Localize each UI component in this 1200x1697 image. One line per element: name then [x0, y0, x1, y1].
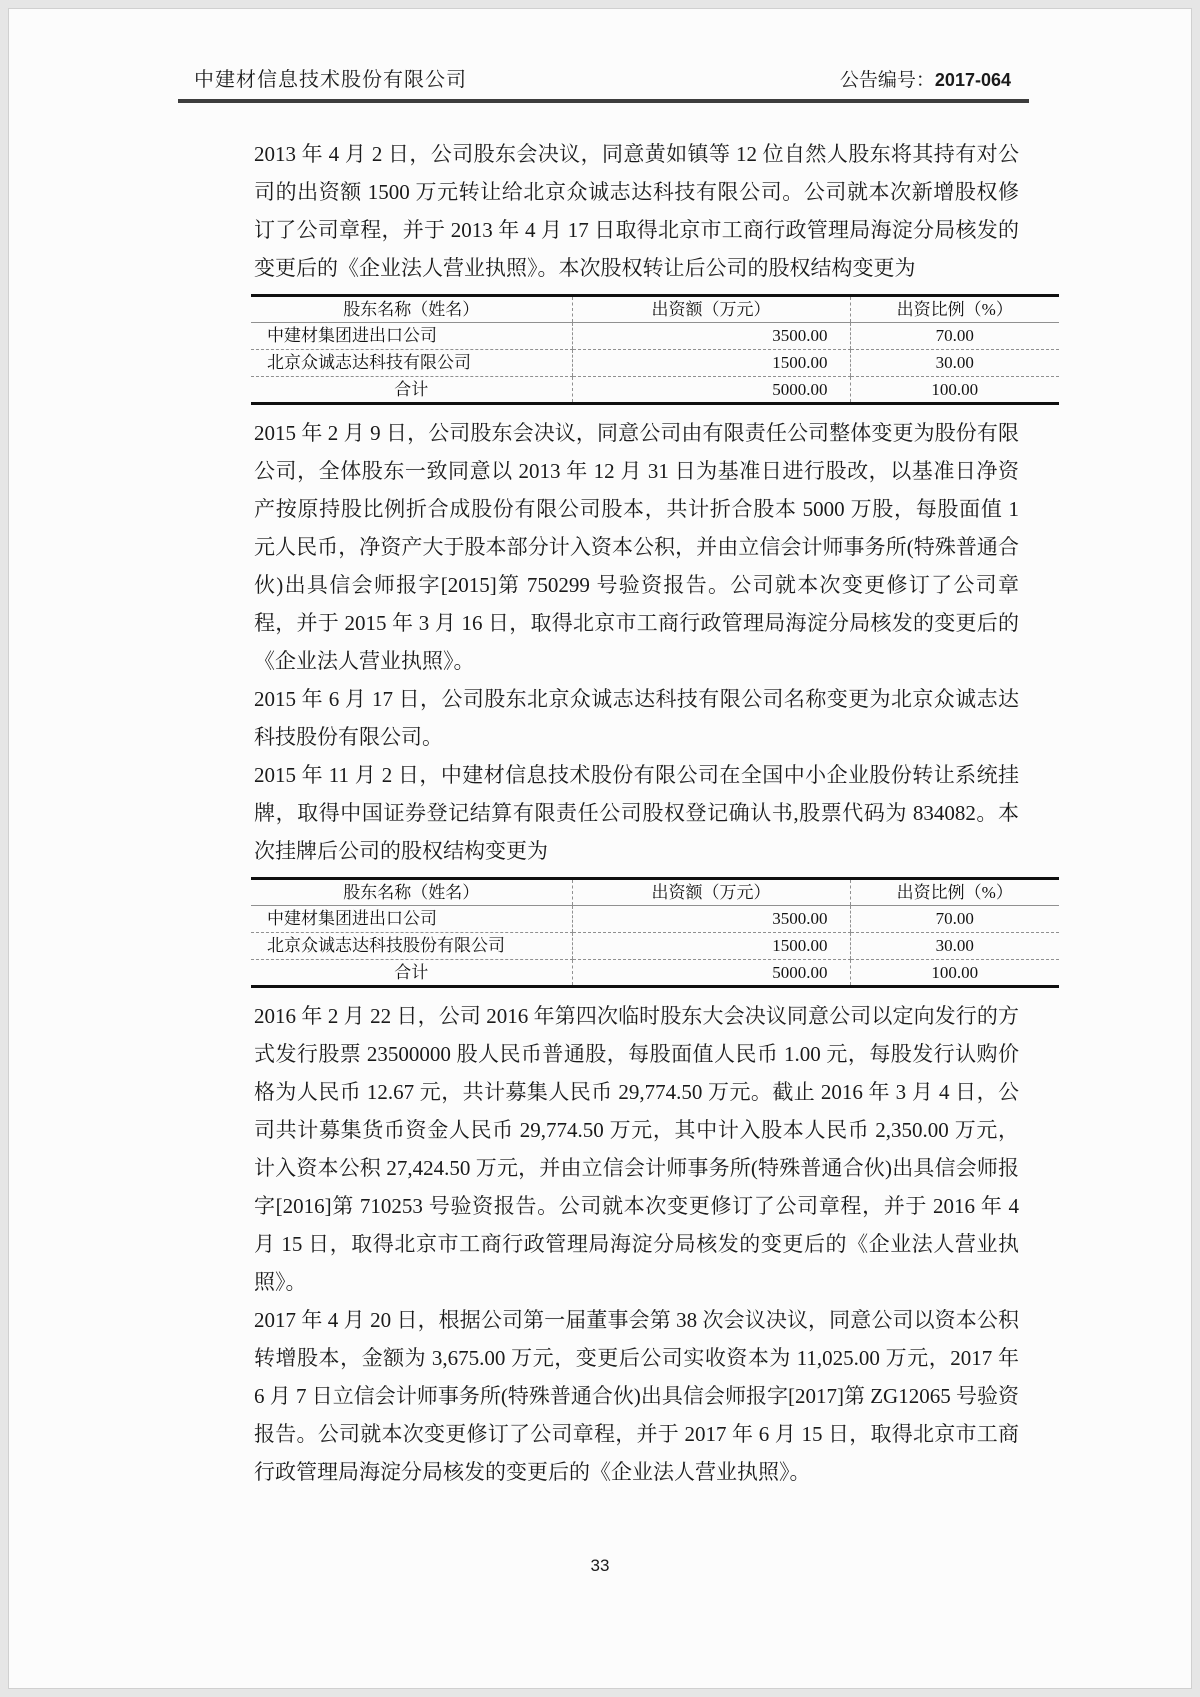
contribution-ratio: 30.00 [850, 933, 1059, 960]
table1-row-2 [251, 350, 1059, 377]
page-footer [9, 1556, 1191, 1576]
table2-col-header-ratio: 出资比例（%） [850, 879, 1059, 906]
shareholder-name: 中建材集团进出口公司 [251, 323, 572, 350]
table2-total-row [251, 960, 1059, 987]
body-paragraph-2015-restructuring: 2015 年 2 月 9 日，公司股东会决议，同意公司由有限责任公司整体变更为股份有限公司，全体股东一致同意以 2013 年 12 月 31 日为基准日进行股改，以基准日净资产按原持股比例折合成股份有限公司股本，共计折合股本 5000 万股，每股面值 1 元人民币，净资产大于股本部分计入资本公积，并由立信会计师事务所(特殊普通合伙)出具信会师报字[2015]第 750299 号验资报告。公司就本次变更修订了公司章程，并于 2015 年 3 月 16 日，取得北京市工商行政管理局海淀分局核发的变更后的《企业法人营业执照》。 [254, 421, 1019, 673]
table1-col-header-ratio: 出资比例（%） [850, 296, 1059, 323]
contribution-amount: 3500.00 [572, 906, 850, 933]
table1-total-row [251, 377, 1059, 404]
total-ratio: 100.00 [850, 960, 1059, 987]
document-body [254, 135, 1019, 1491]
announcement-value: 2017-064 [934, 70, 1011, 90]
document-page [8, 8, 1192, 1689]
body-paragraph-2017-capital-increase: 2017 年 4 月 20 日，根据公司第一届董事会第 38 次会议决议，同意公司以资本公积转增股本，金额为 3,675.00 万元，变更后公司实收资本为 11,025.00 万元，2017 年 6 月 7 日立信会计师事务所(特殊普通合伙)出具信会师报字[2017]第 ZG12065 号验资报告。公司就本次变更修订了公司章程，并于 2017 年 6 月 15 日，取得北京市工商行政管理局海淀分局核发的变更后的《企业法人营业执照》。 [254, 1308, 1019, 1484]
total-label: 合计 [394, 962, 429, 982]
table1-col-header-shareholder: 股东名称（姓名） [251, 296, 572, 323]
announcement-number [840, 65, 1011, 92]
table2-col-header-amount: 出资额（万元） [572, 879, 850, 906]
table1-row-1 [251, 323, 1059, 350]
contribution-ratio: 70.00 [850, 323, 1059, 350]
contribution-ratio: 30.00 [850, 350, 1059, 377]
table2-col-header-shareholder: 股东名称（姓名） [251, 879, 572, 906]
header-divider [178, 99, 1029, 103]
page-number: 33 [590, 1556, 610, 1575]
shareholding-table-1 [251, 294, 1059, 405]
announcement-label: 公告编号： [839, 70, 935, 91]
contribution-amount: 1500.00 [572, 933, 850, 960]
shareholder-name: 北京众诚志达科技有限公司 [251, 350, 572, 377]
table2-header-row [251, 879, 1059, 906]
table2-row-2 [251, 933, 1059, 960]
total-ratio: 100.00 [850, 377, 1059, 404]
table1-header-row [251, 296, 1059, 323]
table1-col-header-amount: 出资额（万元） [572, 296, 850, 323]
total-amount: 5000.00 [572, 960, 850, 987]
shareholder-name: 北京众诚志达科技股份有限公司 [251, 933, 572, 960]
total-label: 合计 [394, 379, 429, 399]
body-paragraph-2015-listing: 2015 年 11 月 2 日，中建材信息技术股份有限公司在全国中小企业股份转让系统挂牌，取得中国证券登记结算有限责任公司股权登记确认书,股票代码为 834082。本次挂牌后公司的股权结构变更为 [254, 763, 1019, 863]
shareholder-name: 中建材集团进出口公司 [251, 906, 572, 933]
page-header [9, 9, 1191, 103]
contribution-amount: 1500.00 [572, 350, 850, 377]
contribution-amount: 3500.00 [572, 323, 850, 350]
table2-row-1 [251, 906, 1059, 933]
total-amount: 5000.00 [572, 377, 850, 404]
contribution-ratio: 70.00 [850, 906, 1059, 933]
shareholding-table-2 [251, 877, 1059, 988]
company-name: 中建材信息技术股份有限公司 [194, 69, 467, 91]
body-paragraph-2016-private-placement: 2016 年 2 月 22 日，公司 2016 年第四次临时股东大会决议同意公司以定向发行的方式发行股票 23500000 股人民币普通股，每股面值人民币 1.00 元，每股发行认购价格为人民币 12.67 元，共计募集人民币 29,774.50 万元。截止 2016 年 3 月 4 日，公司共计募集货币资金人民币 29,774.50 万元，其中计入股本人民币 2,350.00 万元，计入资本公积 27,424.50 万元，并由立信会计师事务所(特殊普通合伙)出具信会师报字[2016]第 710253 号验资报告。公司就本次变更修订了公司章程，并于 2016 年 4 月 15 日，取得北京市工商行政管理局海淀分局核发的变更后的《企业法人营业执照》。 [254, 1004, 1019, 1294]
body-paragraph-2013-share-transfer: 2013 年 4 月 2 日，公司股东会决议，同意黄如镇等 12 位自然人股东将其持有对公司的出资额 1500 万元转让给北京众诚志达科技有限公司。公司就本次新增股权修订了公司章程，并于 2013 年 4 月 17 日取得北京市工商行政管理局海淀分局核发的变更后的《企业法人营业执照》。本次股权转让后公司的股权结构变更为 [254, 142, 1019, 280]
body-paragraph-2015-name-change: 2015 年 6 月 17 日，公司股东北京众诚志达科技有限公司名称变更为北京众诚志达科技股份有限公司。 [254, 687, 1019, 749]
